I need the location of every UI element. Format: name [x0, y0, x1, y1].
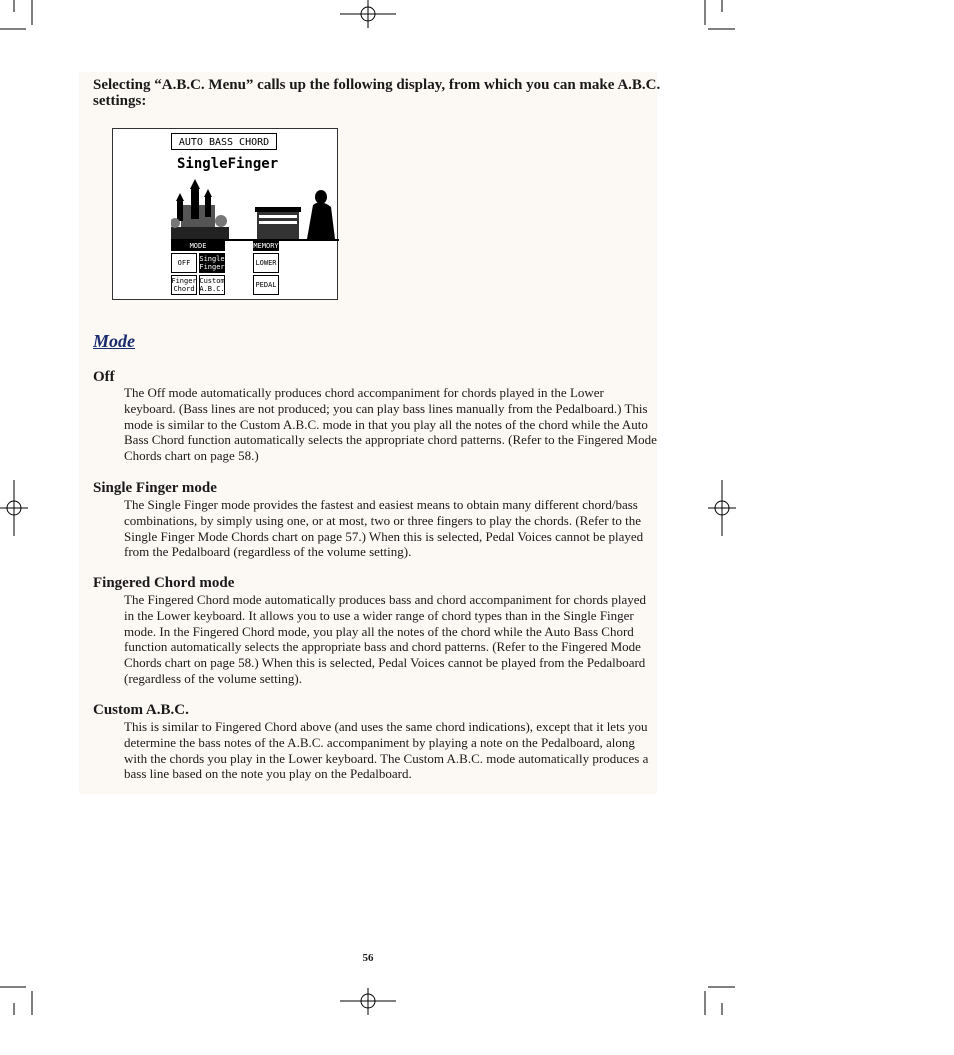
lcd-current-mode: SingleFinger — [177, 156, 279, 172]
pedal-button[interactable]: PEDAL — [253, 275, 279, 295]
intro-text: Selecting “A.B.C. Menu” calls up the following display, from which you can make A.B.C. settings: — [93, 77, 661, 109]
single-finger-button[interactable]: Single Finger — [199, 255, 225, 271]
off-body: The Off mode automatically produces chord accompaniment for chords played in the Lower keyboard. (Bass lines are not produced; you can play bass lines manually from the Pedalboard.) This mode is similar to the Custom A.B.C. mode in that you play all the notes of the chord while the Auto Bass Chord function automatically selects the appropriate chord patterns. (Refer to the Fingered Mode Chords chart on page 58.) — [124, 385, 657, 464]
page-number: 56 — [362, 952, 374, 964]
custom-abc-title: Custom A.B.C. — [93, 702, 189, 718]
section-heading: Mode — [93, 331, 135, 351]
organ-illustration — [171, 177, 339, 241]
single-finger-title: Single Finger mode — [93, 480, 217, 496]
fingered-chord-body: The Fingered Chord mode automatically produces bass and chord accompaniment for chords played in the Lower keyboard. It allows you to use a wider range of chord types than in the Single Finger mode. In the Fingered Chord mode, you play all the notes of the chord while the Auto Bass Chord function automatically selects the appropriate bass and chord patterns. (Refer to the Fingered Mode Chords chart on page 58.) When this is selected, Pedal Voices cannot be played from the Pedalboard (regardless of the volume setting). — [124, 592, 647, 686]
mode-header: MODE — [171, 241, 225, 251]
lcd-display — [112, 128, 338, 300]
custom-abc-button[interactable]: Custom A.B.C. — [199, 277, 225, 293]
lcd-title: AUTO BASS CHORD — [171, 133, 277, 150]
memory-header: MEMORY — [253, 242, 279, 250]
single-finger-body: The Single Finger mode provides the fastest and easiest means to obtain many different chord/bass combinations, by simply using one, or at most, two or three fingers to play the chords. (Refer to the Single Finger Mode Chords chart on page 57.) When this is selected, Pedal Voices cannot be played from the Pedalboard (regardless of the volume setting). — [124, 497, 644, 560]
fingered-chord-title: Fingered Chord mode — [93, 575, 235, 591]
lower-button[interactable]: LOWER — [253, 253, 279, 273]
finger-chord-button[interactable]: Finger Chord — [171, 277, 197, 293]
off-button[interactable]: OFF — [171, 253, 197, 273]
custom-abc-body: This is similar to Fingered Chord above (and uses the same chord indications), except that it lets you determine the bass notes of the A.B.C. accompaniment by playing a note on the Pedalboard, along with the chords you play in the Lower keyboard. The Custom A.B.C. mode automatically produces a bass line based on the note you play on the Pedalboard. — [124, 719, 649, 782]
off-title: Off — [93, 369, 115, 385]
